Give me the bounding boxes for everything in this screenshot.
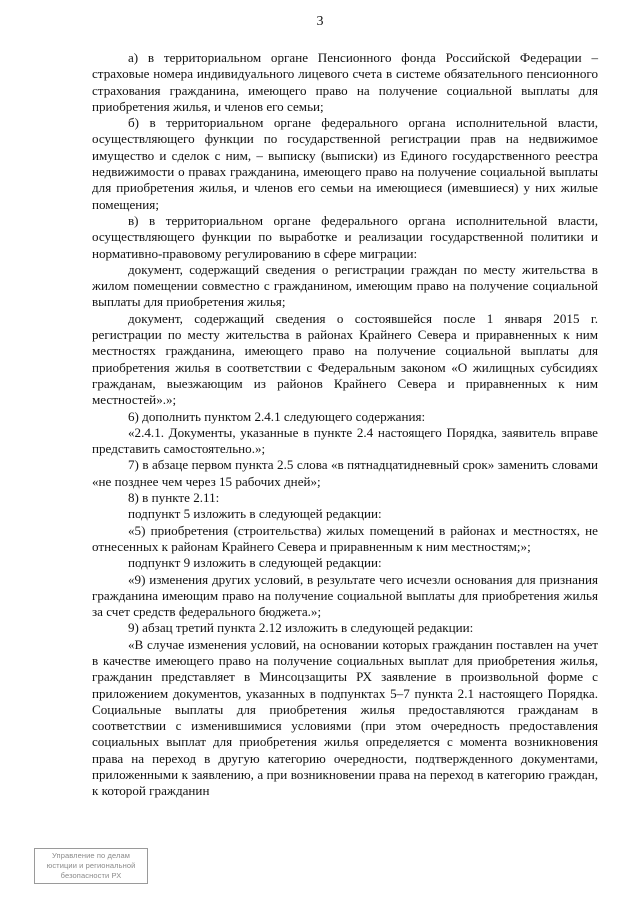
paragraph-subitem-5-intro: подпункт 5 изложить в следующей редакции: <box>128 506 382 522</box>
paragraph-item-9: 9) абзац третий пункта 2.12 изложить в следующей редакции: <box>128 620 474 636</box>
paragraph-migration-doc-2: документ, содержащий сведения о состоявшейся после 1 января 2015 г. регистрации по месту жительства в районах Крайнего Севера и приравненных к ним местностях гражданина, имеющего право на получение социальной выплаты для приобретения жилья в соответствии с Федеральным законом «О жилищных субсидиях гражданам, выезжающим из районов Крайнего Севера и приравненных к ним местностей».»; <box>92 310 598 408</box>
paragraph-subitem-9-intro: подпункт 9 изложить в следующей редакции: <box>128 555 382 571</box>
paragraph-item-8: 8) в пункте 2.11: <box>128 490 220 506</box>
page-number: 3 <box>316 14 324 29</box>
paragraph-item-9-text: «В случае изменения условий, на основании которых гражданин поставлен на учет в качестве имеющего право на получение социальных выплат для приобретения жилья, гражданин представляет в Минсоцзащиты РХ заявление в произвольной форме с приложением документов, указанных в подпунктах 5–7 пункта 2.1 настоящего Порядка. Социальные выплаты для приобретения жилья предоставляются гражданам в соответствии с изменившимися условиями (при этом очередность предоставления социальных выплат для приобретения жилья определяется с момента возникновения права на переход в другую категорию очередности, подтвержденного документами, приложенными к заявлению, а при возникновении права на переход в категорию граждан, к которой гражданин <box>92 636 598 799</box>
paragraph-subitem-9-text: «9) изменения других условий, в результате чего исчезли основания для признания гражданина имеющим право на получение социальной выплаты для приобретения жилья за счет средств федерального бюджета.»; <box>92 571 598 620</box>
document-body <box>92 50 598 800</box>
paragraph-item-6: 6) дополнить пунктом 2.4.1 следующего содержания: <box>128 408 426 424</box>
paragraph-subitem-5-text: «5) приобретения (строительства) жилых помещений в районах и местностях, не отнесенных к районам Крайнего Севера и приравненным к ним местностям;»; <box>92 522 598 554</box>
stamp-line: юстиции и региональной <box>46 861 136 870</box>
stamp-line: безопасности РХ <box>60 871 122 880</box>
paragraph-v: в) в территориальном органе федерального органа исполнительной власти, осуществляющего функции по выработке и реализации государственной политики и нормативно-правовому регулированию в сфере миграции: <box>92 212 598 261</box>
registration-stamp <box>34 848 148 884</box>
paragraph-migration-doc-1: документ, содержащий сведения о регистрации граждан по месту жительства в жилом помещении совместно с гражданином, имеющим право на получение социальной выплаты для приобретения жилья; <box>92 261 598 310</box>
paragraph-item-7: 7) в абзаце первом пункта 2.5 слова «в пятнадцатидневный срок» заменить словами «не позднее чем через 15 рабочих дней»; <box>92 457 598 489</box>
paragraph-item-2-4-1: «2.4.1. Документы, указанные в пункте 2.4 настоящего Порядка, заявитель вправе представить самостоятельно.»; <box>92 424 598 457</box>
stamp-line: Управление по делам <box>52 851 130 860</box>
paragraph-b: б) в территориальном органе федерального органа исполнительной власти, осуществляющего функции по государственной регистрации прав на недвижимое имущество и сделок с ним, – выписку (выписки) из Единого государственного реестра недвижимости о правах гражданина, имеющего право на получение социальной выплаты для приобретения жилья, и членов его семьи на имеющиеся (имевшиеся) у них жилые помещения; <box>92 115 598 212</box>
paragraph-a: а) в территориальном органе Пенсионного фонда Российской Федерации – страховые номера индивидуального лицевого счета в системе обязательного пенсионного страхования гражданина, имеющего право на получение социальной выплаты для приобретения жилья, и членов его семьи; <box>92 50 598 114</box>
